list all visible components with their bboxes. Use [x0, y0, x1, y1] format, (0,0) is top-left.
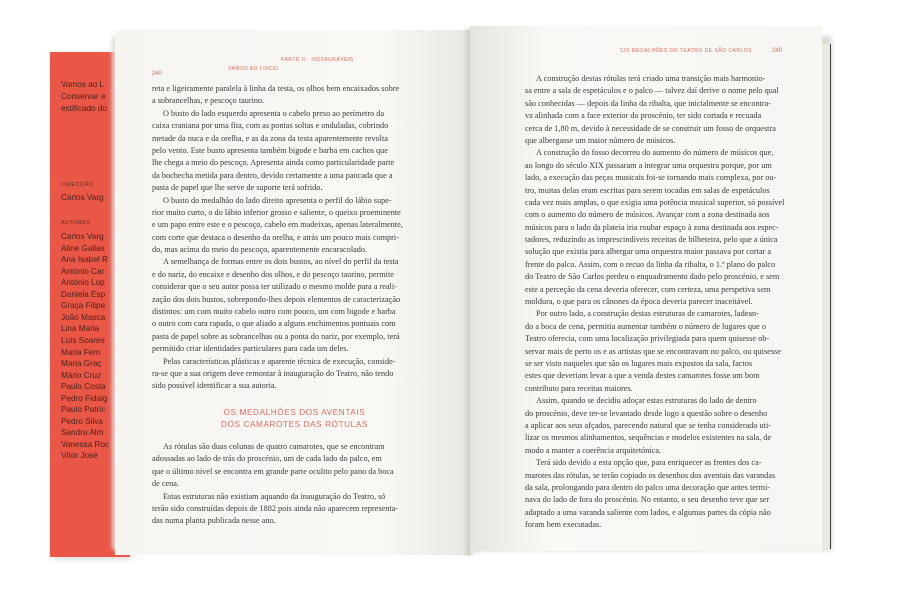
text-line: considerar que o seu autor possa ter utilizado o mesmo molde para a reali-: [152, 282, 397, 292]
text-line: lhe chega a meio do pescoço. Apresenta ainda como particularidade parte: [152, 158, 395, 168]
text-line: das numa planta publicada nesse ano.: [152, 516, 276, 526]
text-line: cerca de 1,80 m, devido à necessidade de se construir um fosso de orquestra: [525, 123, 776, 133]
text-line: solução que existia para albergar uma orquestra maior passava por cortar a: [525, 247, 772, 257]
text-line: estes que deveriam levar a que a venda destes camarotes fosse um bom: [525, 371, 760, 381]
text-line: ao longo do século XIX passaram a integrar uma orquestra porque, por um: [525, 160, 772, 170]
author-name: Vítor José: [61, 451, 98, 461]
text-line: va alinhada com a face exterior do proscénio, ter sido cortada e recuada: [525, 111, 762, 121]
author-name: João Masca: [61, 312, 106, 322]
authors-heading: AUTORES: [61, 220, 91, 226]
author-name: Ana Isabel R: [61, 255, 108, 265]
cover-text-line: Conservar e: [61, 92, 106, 101]
text-line: Estas estruturas não existiam aquando da inauguração do Teatro, só: [163, 491, 386, 501]
text-line: tadores, reduzindo as imprescindíveis receitas de bilheteira, pelo que a única: [525, 235, 778, 245]
left-text-top: [152, 83, 437, 393]
text-line: este a perceção da cena deveria oferecer, com certeza, uma perspetiva sem: [525, 284, 771, 294]
text-line: e do nariz, do encaixe e desenho dos olhos, e do pescoço taurino, permite: [152, 269, 394, 279]
text-line: servar mais de perto os e as artistas que se encontravam no palco, ou quisesse: [525, 346, 781, 356]
text-line: ra-se que a sua origem deve remontar à inauguração do Teatro, não tendo: [152, 368, 394, 378]
author-name: Maria Graç: [61, 359, 102, 369]
text-line: Por outro lado, a construção destas estruturas de camarotes, ladean-: [536, 309, 759, 319]
section-heading-line-2: DOS CAMAROTES DAS RÓTULAS: [221, 420, 368, 429]
author-name: Maria Fern: [61, 347, 101, 357]
author-name: Vanessa Roc: [61, 439, 110, 449]
author-name: Mário Cruz: [61, 370, 102, 380]
left-running-title: VAMOS AO LINCEI: [228, 66, 280, 72]
text-line: Terá sido devido a esta opção que, para enriquecer as frentes dos ca-: [536, 458, 762, 468]
author-name: Carlos Varg: [61, 232, 104, 241]
author-name: Sandra Alm: [61, 428, 104, 438]
author-name: António Lop: [61, 278, 105, 288]
text-line: a aplicar aos seus afçados, parecendo natural que se tenha considerado uti-: [525, 420, 772, 430]
section-heading-line-1: OS MEDALHÕES DOS AVENTAIS: [223, 408, 366, 417]
section-heading: [152, 407, 437, 431]
text-line: músicos para o lado da plateia iria roubar espaço à zona destinada aos espec-: [525, 222, 779, 232]
text-line: marotes das rótulas, se terão copiado os desenhos dos aventais das varandas: [525, 470, 776, 480]
text-line: frente do palco. Assim, com o recuo da linha da ribalta, o 1.º plano do palco: [525, 259, 776, 269]
text-line: modo a manter a coerência arquitetónica.: [525, 445, 662, 455]
text-line: sa entre a sala de espetáculos e o palco — talvez daí derive o nome pelo qual: [525, 86, 779, 96]
text-line: o outro com cara rapada, o que aliado a alguns enchimentos pontuais com: [152, 319, 396, 329]
text-line: A construção do fosso decorreu do aumento do número de músicos que,: [536, 148, 774, 158]
text-line: Pelas características plásticas e aparente técnica de execução, conside-: [163, 356, 396, 366]
text-line: com o aumento do número de músicos. Avançar com a zona destinada aos: [525, 210, 770, 220]
text-line: lado, a execução das peças musicais foi-se tornando mais complexa, por ou-: [525, 173, 777, 183]
right-running-title: 120 MEDALHÕES DO TEATRO DE SÃO CARLOS: [620, 48, 752, 54]
author-name: Graça Filipe: [61, 301, 106, 311]
text-line: O busto do lado esquerdo apresenta o cabelo preso ao perímetro da: [163, 108, 385, 118]
text-line: moldura, o que para os cânones da época deveria parecer inaceitável.: [525, 297, 753, 307]
text-line: com corte que destaca o desenho da orelha, e atrás um pouco mais compri-: [152, 232, 399, 242]
text-line: metade da nuca e da orelha, e as da zona da testa aparentemente revolta: [152, 133, 388, 143]
text-line: A construção destas rótulas terá criado uma transição mais harmonio-: [536, 74, 766, 83]
text-line: O busto do medalhão do lado direito apresenta o perfil do lábio supe-: [163, 195, 392, 205]
text-line: e um papo entre este e o pescoço, cabelo em madeixas, apenas lateralmente,: [152, 220, 403, 230]
text-line: do Teatro de São Carlos perdeu o enquadramento dado pelo proscénio, e sem: [525, 272, 780, 282]
left-text-bottom: [152, 441, 437, 528]
right-page-number: 249: [772, 48, 783, 54]
author-name: Pedro Silva: [61, 416, 103, 426]
text-line: Assim, quando se decidiu adoçar estas estruturas do lado de dentro: [536, 396, 757, 406]
author-name: Paulo Patríc: [61, 405, 106, 415]
text-line: da sala, prolongando para dentro do palco uma decoração que antes termi-: [525, 482, 771, 492]
left-page-number: 240: [152, 71, 163, 77]
text-line: são conhecidas — depois da linha da ribalta, que inicialmente se encontra-: [525, 98, 772, 108]
direction-heading: DIRECÇÃO: [61, 182, 94, 188]
text-line: A semelhança de formas entre os dois bustos, ao nível do perfil da testa: [163, 257, 399, 267]
text-line: a sobrancelhas, e pescoço taurino.: [152, 96, 265, 106]
text-line: pasta de papel sobre as sobrancelhas ou a ponta do nariz, por exemplo, terá: [152, 331, 400, 341]
text-line: Teatro oferecia, com uma localização privilegiada para quem quisesse ob-: [525, 334, 770, 344]
cover-text-line: estificado do: [61, 104, 107, 113]
left-page: [115, 30, 470, 555]
text-line: rior muito curto, o do lábio inferior grosso e saliente, o queixo proeminente: [152, 207, 401, 217]
text-line: As rótulas são duas colunas de quatro camarotes, que se encontram: [163, 442, 385, 451]
text-line: terão sido construídas depois de 1882 pois ainda não aparecem representa-: [152, 503, 399, 513]
author-name: Luís Soares: [61, 335, 105, 345]
left-running-part: PARTE II · INSTAURÁVEIS: [281, 57, 354, 63]
text-line: do proscénio, deve ter-se levantado desde logo a questão sobre o desenho: [525, 408, 768, 418]
text-line: cada vez mais amplas, o que exigia uma potência musical superior, só possível: [525, 197, 785, 207]
cover-text-line: Vamos ao L: [61, 80, 105, 89]
text-line: pasta de papel que lhe serve de suporte terá sofrido.: [152, 183, 323, 193]
text-line: se ser visto naqueles que são os lugares mais expostos da sala, factos: [525, 358, 753, 368]
text-line: da bochecha metida para dentro, devido certamente a uma pancada que a: [152, 170, 393, 180]
text-line: distintos: um com muito cabelo outro com pouco, um com bigode e barba: [152, 307, 396, 317]
text-line: tro, muitas delas eram escritas para serem tocadas em salas de espetáculos: [525, 185, 770, 195]
text-line: contributo para receitas maiores.: [525, 383, 633, 393]
right-page: [470, 26, 822, 551]
text-line: zação dos dois bustos, sobrepondo-lhes depois elementos de caracterização: [152, 294, 401, 304]
author-name: Pedro Fidalg: [61, 393, 108, 403]
author-name: Daniela Esp: [61, 289, 106, 299]
text-line: caixa craniana por uma fita, com as pontas soltas e onduladas, cobrindo: [152, 121, 389, 131]
text-line: nava do lado de fora do proscénio. No entanto, o seu desenho teve que ser: [525, 495, 770, 505]
text-line: sido possível identificar a sua autoria.: [152, 381, 277, 391]
text-line: do a boca de cena, permitia aumentar também o número de lugares que o: [525, 321, 766, 331]
text-line: do, mas acima do meio do pescoço, aparentemente encaracolado.: [152, 245, 368, 255]
text-line: permitido criar identidades particulares para cada um deles.: [152, 344, 349, 354]
author-name: Paulo Costa: [61, 382, 106, 392]
text-line: de cena.: [152, 479, 180, 489]
author-name: Lina Maria: [61, 324, 100, 334]
text-line: lizar os mesmos alinhamentos, sequências e modelos existentes na sala, de: [525, 433, 772, 443]
author-name: António Car: [61, 266, 105, 276]
right-text: [525, 73, 810, 531]
text-line: foram bem executadas.: [525, 520, 602, 530]
director-name: Carlos Varg: [61, 193, 104, 202]
author-name: Aline Gallas: [61, 243, 105, 253]
text-line: que albergasse um maior número de músicos.: [525, 135, 676, 145]
text-line: adossadas ao lado de trás do proscénio, um de cada lado do palco, em: [152, 454, 382, 464]
text-line: adaptado a uma varanda saliente com lados, e algumas partes da cópia não: [525, 507, 771, 517]
text-line: pelo vento. Este busto apresenta também bigode e barba em cachos que: [152, 145, 388, 155]
text-line: reta e ligeiramente paralela à linha da testa, os olhos bem encaixados sobre: [152, 84, 400, 93]
text-line: que o último nível se encontra em grande parte ocultto pelo pano da boca: [152, 466, 394, 476]
